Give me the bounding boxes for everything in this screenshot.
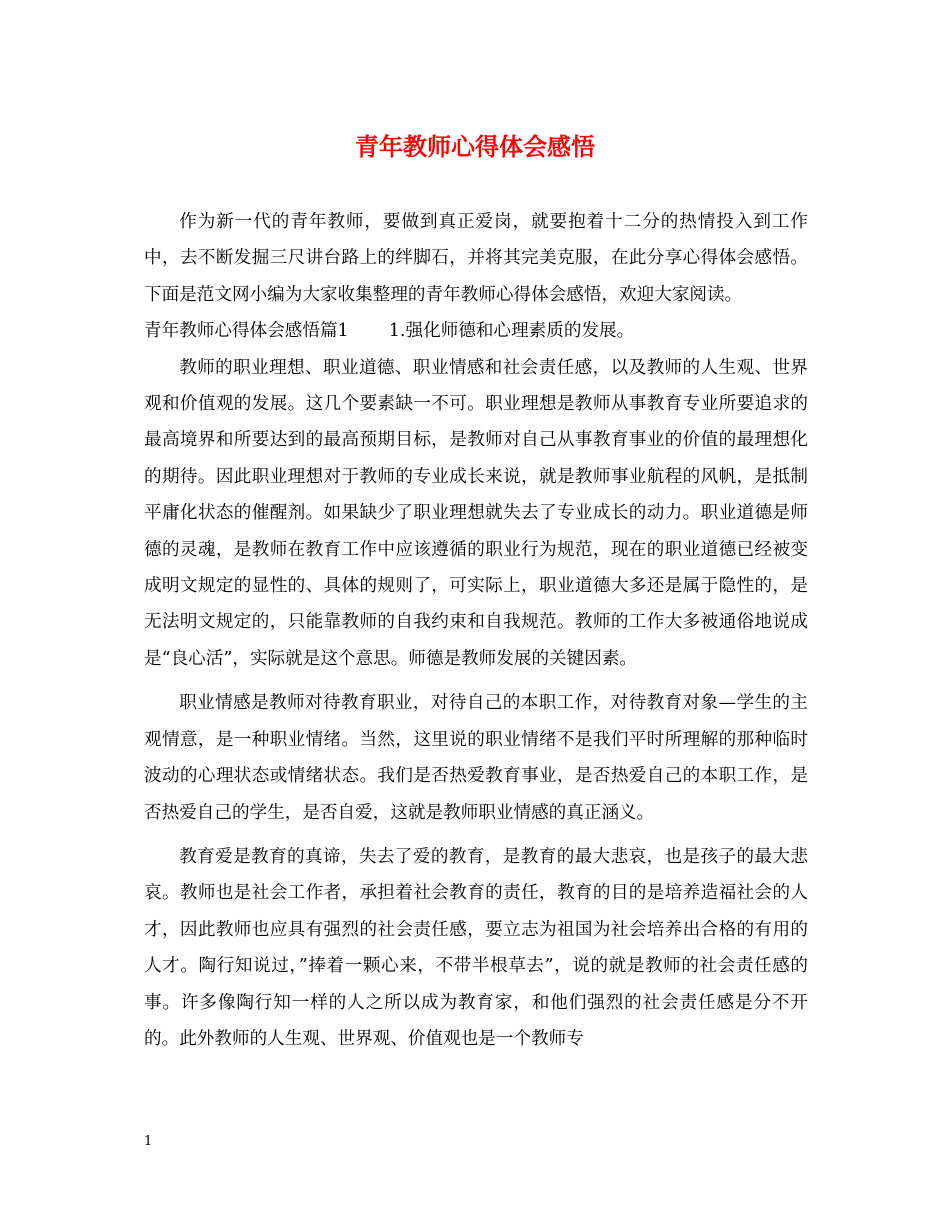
body-paragraph-2: 职业情感是教师对待教育职业，对待自己的本职工作，对待教育对象—学生的主观情意，是一种职业情绪。当然，这里说的职业情绪不是我们平时所理解的那种临时波动的心理状态或情绪状态。我们是否热爱教育事业，是否热爱自己的本职工作，是否热爱自己的学生，是否自爱，这就是教师职业情感的真正涵义。 [144, 693, 808, 823]
page-number: 1 [144, 1134, 153, 1149]
section-subheading: 1.强化师德和心理素质的发展。 [388, 321, 635, 342]
section-heading-line [144, 313, 808, 349]
intro-paragraph: 作为新一代的青年教师，要做到真正爱岗，就要抱着十二分的热情投入到工作中，去不断发掘三尺讲台路上的绊脚石，并将其完美克服，在此分享心得体会感悟。下面是范文网小编为大家收集整理的青年教师心得体会感悟，欢迎大家阅读。 [144, 212, 808, 305]
document-title: 青年教师心得体会感悟 [355, 132, 595, 161]
body-paragraph-3: 教育爱是教育的真谛，失去了爱的教育，是教育的最大悲哀，也是孩子的最大悲哀。教师也是社会工作者，承担着社会教育的责任，教育的目的是培养造福社会的人才，因此教师也应具有强烈的社会责任感，要立志为祖国为社会培养出合格的有用的人才。陶行知说过，”捧着一颗心来，不带半根草去”，说的就是教师的社会责任感的事。许多像陶行知一样的人之所以成为教育家，和他们强烈的社会责任感是分不开的。此外教师的人生观、世界观、价值观也是一个教师专 [144, 846, 808, 1049]
document-body [144, 204, 808, 1057]
body-paragraph-1: 教师的职业理想、职业道德、职业情感和社会责任感，以及教师的人生观、世界观和价值观的发展。这几个要素缺一不可。职业理想是教师从事教育专业所要追求的最高境界和所要达到的最高预期目标，是教师对自己从事教育事业的价值的最理想化的期待。因此职业理想对于教师的专业成长来说，就是教师事业航程的风帆，是抵制平庸化状态的催醒剂。如果缺少了职业理想就失去了专业成长的动力。职业道德是师德的灵魂，是教师在教育工作中应该遵循的职业行为规范，现在的职业道德已经被变成明文规定的显性的、具体的规则了，可实际上，职业道德大多还是属于隐性的，是无法明文规定的，只能靠教师的自我约束和自我规范。教师的工作大多被通俗地说成是“良心活”，实际就是这个意思。师德是教师发展的关键因素。 [144, 357, 808, 669]
section-heading: 青年教师心得体会感悟篇1 [144, 321, 349, 342]
